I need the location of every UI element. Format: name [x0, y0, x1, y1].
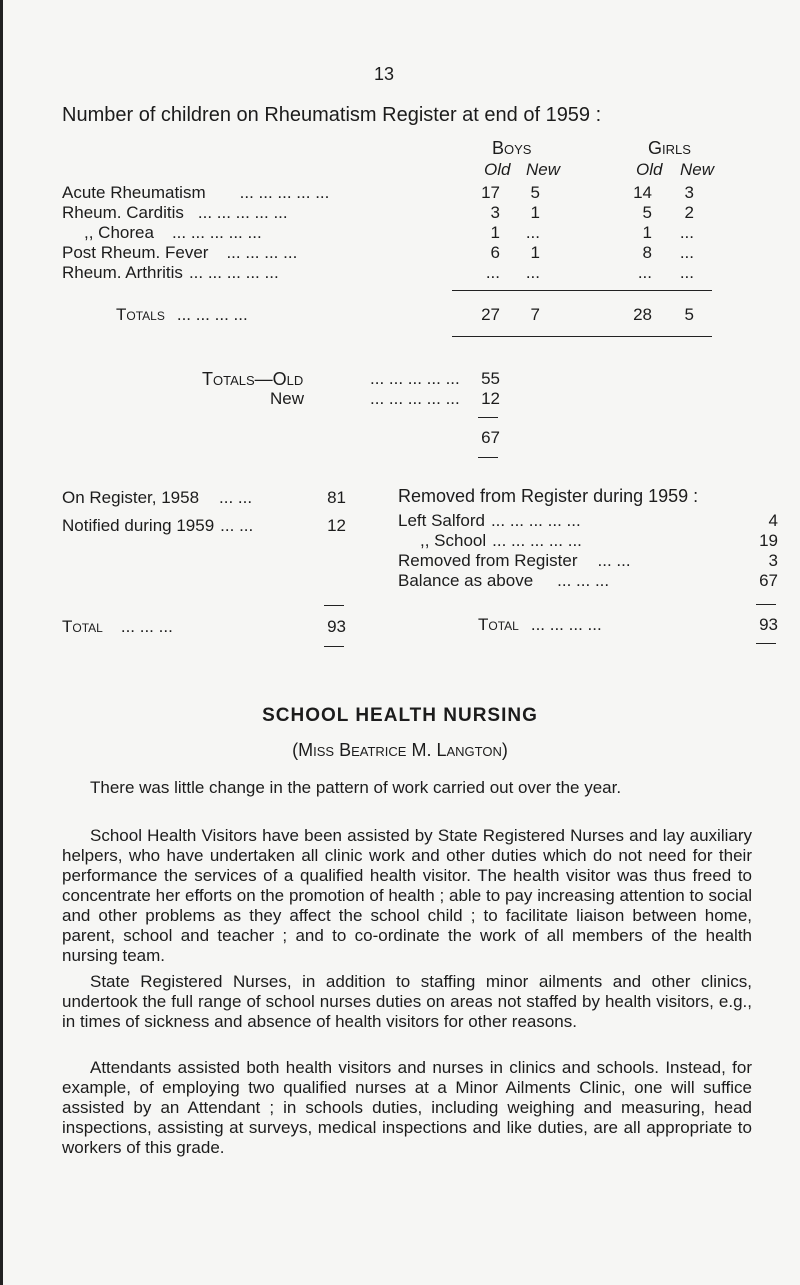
left-total-rule [324, 646, 344, 647]
list-item-value: 67 [759, 571, 778, 590]
summary-old-value: 55 [481, 369, 500, 388]
table-cell: ... [525, 263, 540, 282]
table-cell: 5 [642, 203, 652, 222]
table-cell: ... [485, 263, 500, 282]
summary-new-label: New [270, 389, 305, 408]
left-total-value: 93 [327, 617, 346, 636]
list-item-value: 81 [327, 488, 346, 507]
paragraph: State Registered Nurses, in addition to staffing minor ailments and other clinics, undertook the full range of school nurses duties on areas not staffed by health visitors, e.g., in times of sickness and absence of health visitors for other reasons. [62, 972, 752, 1031]
table-row-label: Acute Rheumatism ... ... ... ... ... [62, 183, 330, 202]
summary-leader: ... ... ... ... ... [370, 369, 460, 388]
page-number: 13 [374, 64, 395, 84]
register-heading: Number of children on Rheumatism Register at end of 1959 : [62, 104, 602, 126]
table-cell: ... [679, 243, 694, 262]
list-item-value: 4 [768, 511, 778, 530]
totals-cell: 27 [481, 305, 500, 324]
section-title: SCHOOL HEALTH NURSING [262, 705, 538, 726]
table-cell: 5 [530, 183, 540, 202]
totals-row-label: Totals ... ... ... ... [116, 305, 248, 324]
boys-new-header: New [526, 160, 561, 179]
boys-header: Boys [492, 138, 532, 158]
table-row-label: Rheum. Arthritis ... ... ... ... ... [62, 263, 279, 282]
page-edge [0, 0, 3, 1285]
paragraph: Attendants assisted both health visitors and nurses in clinics and schools. Instead, for example, of employing two qualified nurses at a Minor Ailments Clinic, one will suffice assisted by an Attendant ; in schools duties, including weighing and measuring, head inspections, assisting at surveys, medical inspections and like duties, are all appropriate to workers of this grade. [62, 1058, 752, 1157]
list-item: On Register, 1958 ... ... [62, 488, 253, 507]
summary-old-label: Totals—Old [202, 369, 304, 389]
summary-leader: ... ... ... ... ... [370, 389, 460, 408]
table-row-label: ,, Chorea ... ... ... ... ... [84, 223, 262, 242]
table-cell: ... [679, 263, 694, 282]
right-total-value: 93 [759, 615, 778, 634]
list-item: Removed from Register ... ... [398, 551, 631, 570]
table-cell: ... [637, 263, 652, 282]
totals-cell: 28 [633, 305, 652, 324]
table-cell: ... [679, 223, 694, 242]
table-cell: 1 [530, 243, 540, 262]
summary-new-value: 12 [481, 389, 500, 408]
list-item: Notified during 1959 ... ... [62, 516, 254, 535]
table-rule-top [452, 290, 712, 291]
table-cell: 3 [684, 183, 694, 202]
left-total-rule [324, 605, 344, 606]
girls-new-header: New [680, 160, 715, 179]
paragraph: There was little change in the pattern of work carried out over the year. [90, 778, 622, 797]
right-total-label: Total ... ... ... ... [478, 615, 602, 634]
right-total-rule [756, 604, 776, 605]
table-cell: 2 [684, 203, 694, 222]
table-cell: 14 [633, 183, 652, 202]
table-cell: 1 [530, 203, 540, 222]
list-item: Balance as above ... ... ... [398, 571, 610, 590]
table-rule-bottom [452, 336, 712, 337]
summary-rule [478, 457, 498, 458]
table-cell: 1 [490, 223, 500, 242]
list-item-value: 19 [759, 531, 778, 550]
table-cell: 6 [490, 243, 500, 262]
totals-cell: 5 [684, 305, 694, 324]
summary-grand-total: 67 [481, 428, 500, 447]
list-item: Left Salford ... ... ... ... ... [398, 511, 581, 530]
table-cell: 17 [481, 183, 500, 202]
summary-rule [478, 417, 498, 418]
girls-header: Girls [648, 138, 691, 158]
paragraph: School Health Visitors have been assisted by State Registered Nurses and lay auxiliary helpers, who have undertaken all clinic work and other duties which do not need for their performance the services of a qualified health visitor. The health visitor was thus freed to concentrate her efforts on the promotion of health ; able to pay increasing attention to social and other problems as they affect the school child ; to facilitate liaison between home, parent, school and teacher ; and to co-ordinate the work of all members of the health nursing team. [62, 826, 752, 965]
list-item: ,, School ... ... ... ... ... [420, 531, 582, 550]
totals-cell: 7 [530, 305, 540, 324]
girls-old-header: Old [636, 160, 663, 179]
table-row-label: Rheum. Carditis ... ... ... ... ... [62, 203, 288, 222]
removals-heading: Removed from Register during 1959 : [398, 486, 699, 506]
boys-old-header: Old [484, 160, 511, 179]
table-cell: 1 [642, 223, 652, 242]
list-item-value: 12 [327, 516, 346, 535]
left-total-label: Total ... ... ... [62, 617, 173, 636]
table-cell: ... [525, 223, 540, 242]
section-subtitle: (Miss Beatrice M. Langton) [292, 740, 508, 760]
table-cell: 3 [490, 203, 500, 222]
right-total-rule [756, 643, 776, 644]
table-row-label: Post Rheum. Fever ... ... ... ... [62, 243, 298, 262]
table-cell: 8 [642, 243, 652, 262]
list-item-value: 3 [768, 551, 778, 570]
